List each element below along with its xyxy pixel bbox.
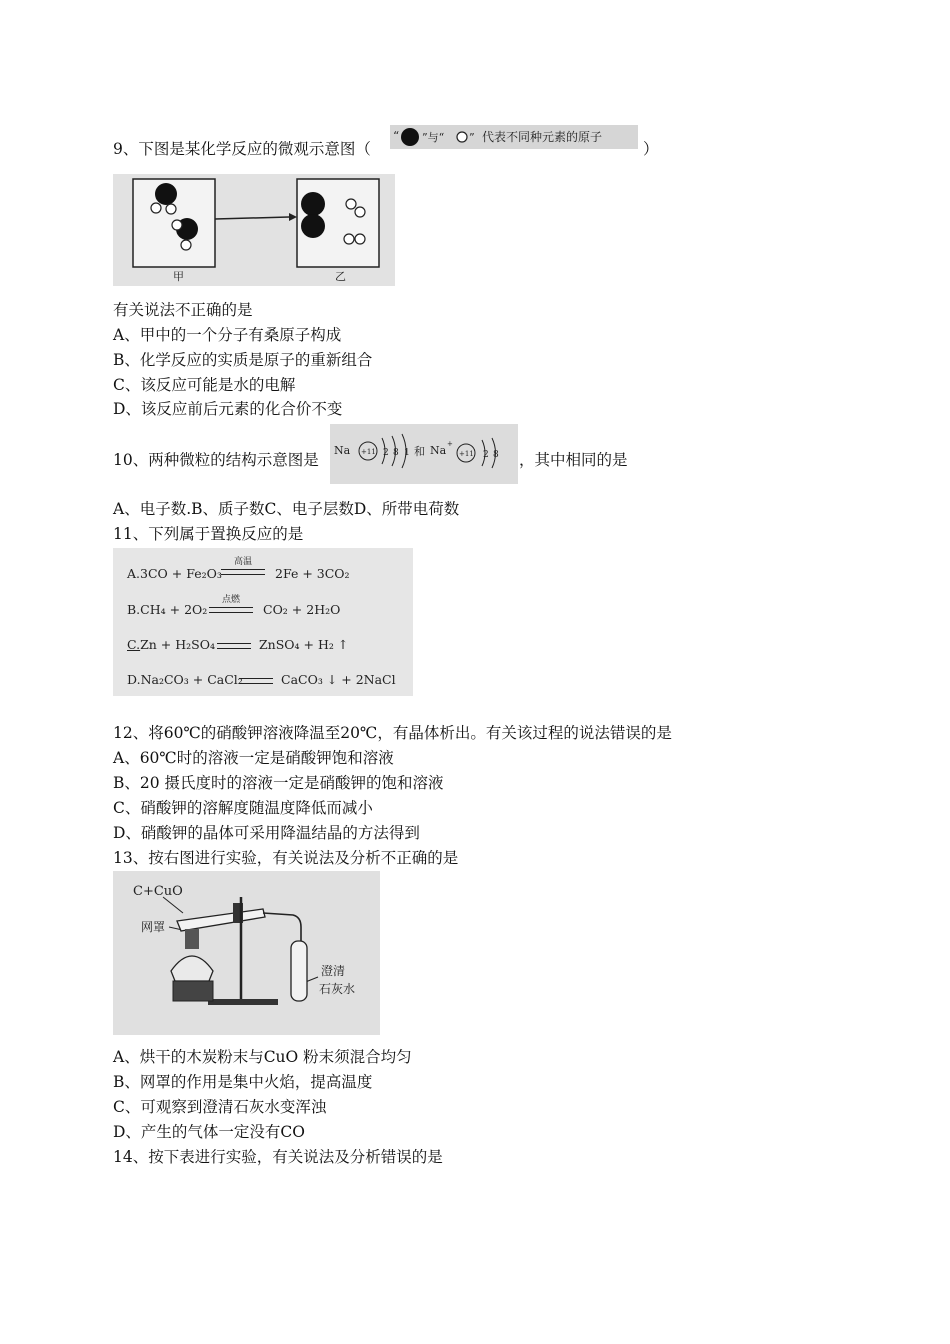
q9-arrow-head	[289, 213, 297, 221]
q13-lamp-base	[173, 981, 213, 1001]
q11-eq-label: B.	[127, 602, 141, 617]
q9-label-left: 甲	[173, 270, 184, 283]
q10-plus11-ion: +11	[459, 450, 474, 458]
q9-atom-white	[172, 220, 182, 230]
q11-eq-b-sign	[209, 607, 253, 613]
q10-shell-atom-3: 1	[404, 448, 410, 458]
q13-apparatus-image	[113, 871, 380, 1035]
q9-stem: 9、下图是某化学反应的微观示意图（	[113, 140, 371, 158]
q11-eq-left: Na₂CO₃ + CaCl₂	[140, 672, 243, 687]
q9-atom-white	[166, 204, 176, 214]
q9-option-a: A、甲中的一个分子有桑原子构成	[113, 326, 342, 344]
q10-options: A、电子数.B、质子数C、电子层数D、所带电荷数	[113, 500, 460, 518]
q11-eq-b	[127, 602, 207, 618]
q12-option-b: B、20 摄氏度时的溶液一定是硝酸钾的饱和溶液	[113, 774, 444, 792]
q9-arrow	[215, 217, 289, 219]
q9-label-right: 乙	[335, 270, 346, 283]
q11-stem: 11、下列属于置换反应的是	[113, 525, 304, 543]
q13-stem: 13、按右图进行实验，有关说法及分析不正确的是	[113, 849, 459, 867]
q11-eq-a-right: 2Fe + 3CO₂	[275, 566, 350, 581]
q11-equations-image	[113, 548, 413, 696]
q9-reaction-diagram	[113, 174, 395, 286]
q10-stem: 10、两种微粒的结构示意图是	[113, 451, 319, 469]
q11-eq-left: Zn + H₂SO₄	[140, 637, 215, 652]
q11-eq-c-sign	[217, 643, 251, 649]
q9-atom-black	[301, 192, 325, 216]
q13-pointer-line	[163, 897, 183, 913]
q9-legend-q3: ”	[469, 131, 475, 144]
q9-legend-image	[390, 125, 638, 149]
q11-eq-d-sign	[239, 678, 273, 684]
q10-plus-sign: +	[447, 440, 453, 448]
q10-plus11-atom: +11	[361, 448, 376, 456]
q9-atom-black	[155, 183, 177, 205]
q10-and: 和	[414, 445, 425, 458]
q12-option-c: C、硝酸钾的溶解度随温度降低而减小	[113, 799, 373, 817]
q9-stem-line	[113, 138, 371, 160]
q10-structure-image	[330, 424, 518, 484]
q11-eq-a-sign	[221, 569, 265, 575]
q10-na-ion: Na	[430, 444, 447, 457]
q11-eq-left: 3CO + Fe₂O₃	[140, 566, 222, 581]
q9-legend-black-atom	[401, 128, 419, 146]
q10-shell-ion-1: 2	[483, 450, 489, 460]
q9-option-d: D、该反应前后元素的化合价不变	[113, 400, 343, 418]
q10-na: Na	[334, 444, 351, 457]
q13-option-d: D、产生的气体一定没有CO	[113, 1123, 305, 1141]
q13-gauze	[185, 929, 199, 949]
q13-option-a: A、烘干的木炭粉末与CuO 粉末须混合均匀	[113, 1048, 412, 1066]
q11-eq-left: CH₄ + 2O₂	[140, 602, 208, 617]
q9-atom-white	[346, 199, 356, 209]
q10-stem-end: ，其中相同的是	[519, 451, 628, 469]
q13-label-gauze: 网罩	[141, 920, 166, 934]
q11-eq-label: C.	[127, 637, 141, 652]
q9-atom-white	[181, 240, 191, 250]
q11-eq-c	[127, 637, 215, 653]
q14-stem: 14、按下表进行实验，有关说法及分析错误的是	[113, 1148, 443, 1166]
q11-eq-b-cond: 点燃	[221, 595, 240, 605]
q11-eq-a	[127, 566, 222, 582]
q13-option-b: B、网罩的作用是集中火焰，提高温度	[113, 1073, 373, 1091]
q9-legend-text: 代表不同种元素的原子	[482, 130, 603, 144]
q9-option-c: C、该反应可能是水的电解	[113, 376, 296, 394]
q12-option-a: A、60℃时的溶液一定是硝酸钾饱和溶液	[113, 749, 394, 767]
q9-legend-q2: ”与“	[422, 131, 445, 144]
q9-atom-white	[355, 234, 365, 244]
q11-eq-label: D.	[127, 672, 141, 687]
q11-eq-b-right: CO₂ + 2H₂O	[263, 602, 341, 617]
q9-stem-close-line	[643, 138, 659, 160]
q13-label-limewater-1: 澄清	[321, 964, 346, 978]
q13-label-limewater-2: 石灰水	[319, 982, 356, 996]
q9-option-b: B、化学反应的实质是原子的重新组合	[113, 351, 373, 369]
q9-atom-white	[151, 203, 161, 213]
q11-eq-d	[127, 672, 243, 688]
q11-eq-a-cond: 高温	[233, 557, 252, 567]
q9-question: 有关说法不正确的是	[113, 301, 253, 319]
q9-legend-q1: “	[393, 129, 400, 143]
q10-shell-ion-2: 8	[493, 450, 499, 460]
q9-stem-close: ）	[643, 140, 659, 158]
q10-shell-atom-2: 8	[393, 448, 399, 458]
q13-stand-base	[208, 999, 278, 1005]
q13-option-c: C、可观察到澄清石灰水变浑浊	[113, 1098, 327, 1116]
q11-eq-c-right: ZnSO₄ + H₂ ↑	[259, 637, 349, 652]
q9-legend-white-atom	[457, 132, 467, 142]
q12-option-d: D、硝酸钾的晶体可采用降温结晶的方法得到	[113, 824, 420, 842]
q13-receiving-tube	[291, 941, 307, 1001]
q9-atom-black	[301, 214, 325, 238]
q13-alcohol-lamp	[171, 956, 213, 981]
q9-atom-white	[344, 234, 354, 244]
q9-atom-white	[355, 207, 365, 217]
q12-stem: 12、将60℃的硝酸钾溶液降温至20℃，有晶体析出。有关该过程的说法错误的是	[113, 724, 672, 742]
q11-eq-d-right: CaCO₃ ↓ + 2NaCl	[281, 672, 396, 687]
q13-label-reactants: C+CuO	[133, 884, 183, 899]
q11-eq-label: A.	[127, 566, 141, 581]
q13-test-tube	[177, 909, 265, 931]
q10-shell-atom-1: 2	[383, 448, 389, 458]
